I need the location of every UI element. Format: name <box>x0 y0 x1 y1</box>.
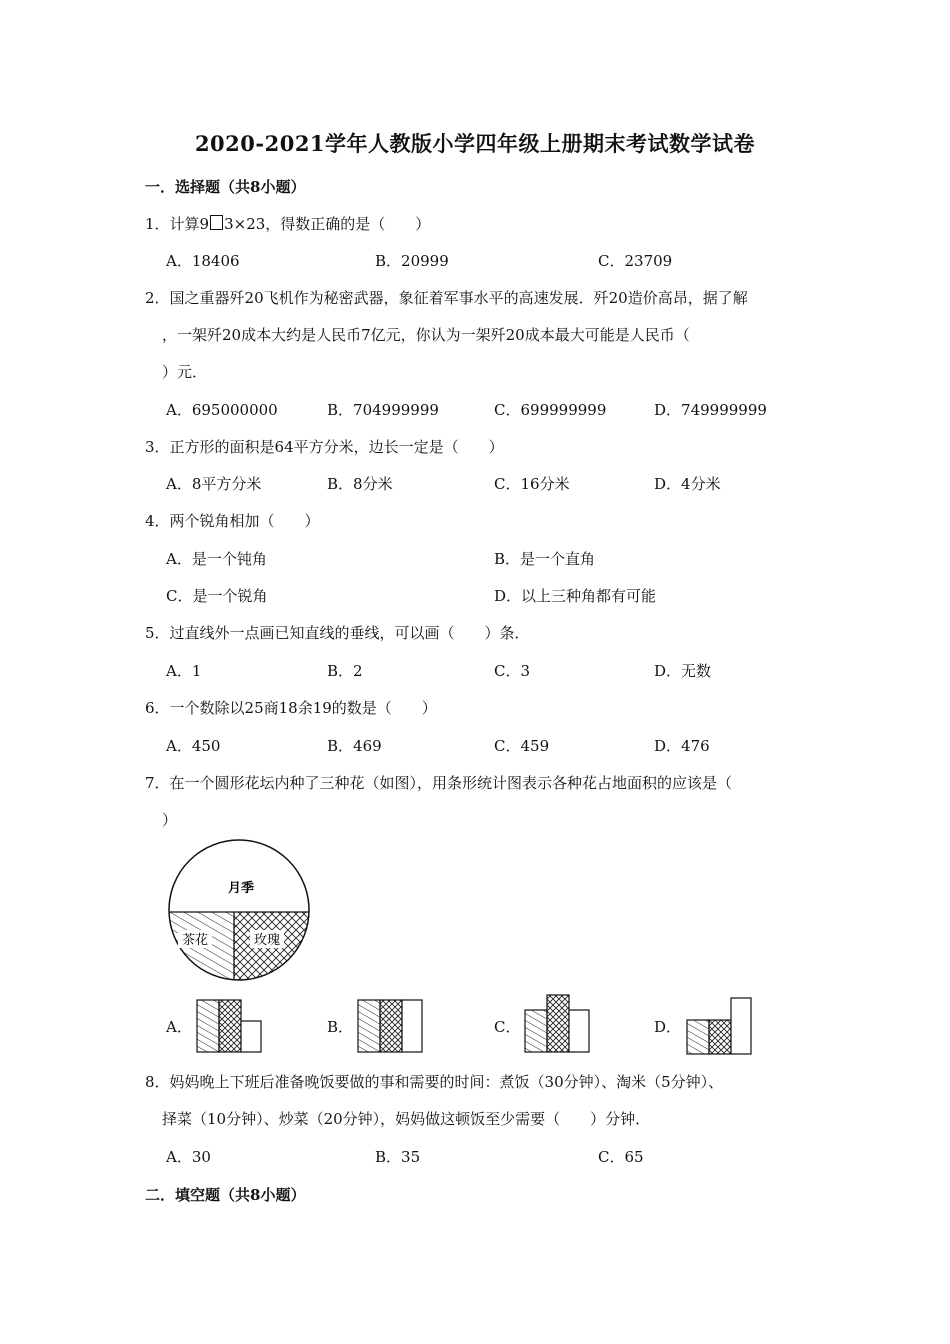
q7-option-c-bar-graphic <box>520 990 595 1055</box>
q4-option-b: B．是一个直角 <box>494 550 596 568</box>
q4-option-d: D．以上三种角都有可能 <box>494 587 657 605</box>
section-heading-fill-in: 二．填空题（共8小题） <box>145 1186 306 1204</box>
question-1 <box>145 213 430 234</box>
circle-label-chahua: 茶花 <box>181 933 209 948</box>
q1-option-c: C．23709 <box>598 252 673 270</box>
q1-option-a: A．18406 <box>166 252 240 270</box>
question-3: 3．正方形的面积是64平方分米，边长一定是（ ） <box>145 438 504 456</box>
q1-option-b: B．20999 <box>375 252 449 270</box>
q3-option-a: A．8平方分米 <box>166 475 262 493</box>
q6-option-d: D．476 <box>654 737 710 755</box>
blank-box-icon <box>210 215 223 230</box>
section-heading-choice: 一．选择题（共8小题） <box>145 178 306 196</box>
q6-option-b: B．469 <box>327 737 382 755</box>
q3-option-c: C．16分米 <box>494 475 570 493</box>
flower-bed-circle-figure <box>160 834 320 988</box>
q3-option-b: B．8分米 <box>327 475 393 493</box>
q7-option-c: C． <box>494 1018 521 1036</box>
q4-option-c: C．是一个锐角 <box>166 587 268 605</box>
q7-option-b-bar-graphic <box>353 995 428 1055</box>
q6-option-c: C．459 <box>494 737 550 755</box>
q2-option-b: B．704999999 <box>327 401 439 419</box>
q5-option-b: B．2 <box>327 662 363 680</box>
q6-option-a: A．450 <box>166 737 221 755</box>
question-7-line-1: 7．在一个圆形花坛内种了三种花（如图），用条形统计图表示各种花占地面积的应该是（ <box>145 774 733 792</box>
question-4: 4．两个锐角相加（ ） <box>145 512 320 530</box>
q3-option-d: D．4分米 <box>654 475 721 493</box>
circle-label-meigui: 玫瑰 <box>253 933 281 948</box>
question-2-line-3: ）元． <box>162 363 208 381</box>
q4-option-a: A．是一个钝角 <box>166 550 267 568</box>
q7-option-a-bar-graphic <box>192 995 267 1055</box>
question-8-line-1: 8．妈妈晚上下班后准备晚饭要做的事和需要的时间：煮饭（30分钟）、淘米（5分钟）、 <box>145 1073 724 1091</box>
q2-option-d: D．749999999 <box>654 401 767 419</box>
exam-title: 2020-2021学年人教版小学四年级上册期末考试数学试卷 <box>194 131 756 156</box>
q8-option-a: A．30 <box>166 1148 211 1166</box>
question-5: 5．过直线外一点画已知直线的垂线，可以画（ ）条． <box>145 624 530 642</box>
q7-option-a: A． <box>166 1018 192 1036</box>
question-6: 6．一个数除以25商18余19的数是（ ） <box>145 699 437 717</box>
q8-option-b: B．35 <box>375 1148 421 1166</box>
q2-option-a: A．695000000 <box>166 401 278 419</box>
q5-option-c: C．3 <box>494 662 531 680</box>
q5-option-d: D．无数 <box>654 662 712 680</box>
q7-option-b: B． <box>327 1018 354 1036</box>
question-1-text-start: 1．计算9 <box>145 215 210 233</box>
q7-option-d: D． <box>654 1018 682 1036</box>
circle-label-yueji: 月季 <box>227 881 255 896</box>
q7-option-d-bar-graphic <box>682 993 757 1057</box>
question-1-text-end: 3×23，得数正确的是（ ） <box>224 215 431 233</box>
question-2-line-2: ，一架歼20成本大约是人民币7亿元，你认为一架歼20成本最大可能是人民币（ <box>162 326 690 344</box>
question-7-line-2: ） <box>162 811 178 829</box>
q2-option-c: C．699999999 <box>494 401 607 419</box>
q8-option-c: C．65 <box>598 1148 644 1166</box>
q5-option-a: A．1 <box>166 662 202 680</box>
question-8-line-2: 择菜（10分钟）、炒菜（20分钟），妈妈做这顿饭至少需要（ ）分钟． <box>162 1110 651 1128</box>
question-2-line-1: 2．国之重器歼20飞机作为秘密武器，象征着军事水平的高速发展．歼20造价高昂，据了解 <box>145 289 748 307</box>
